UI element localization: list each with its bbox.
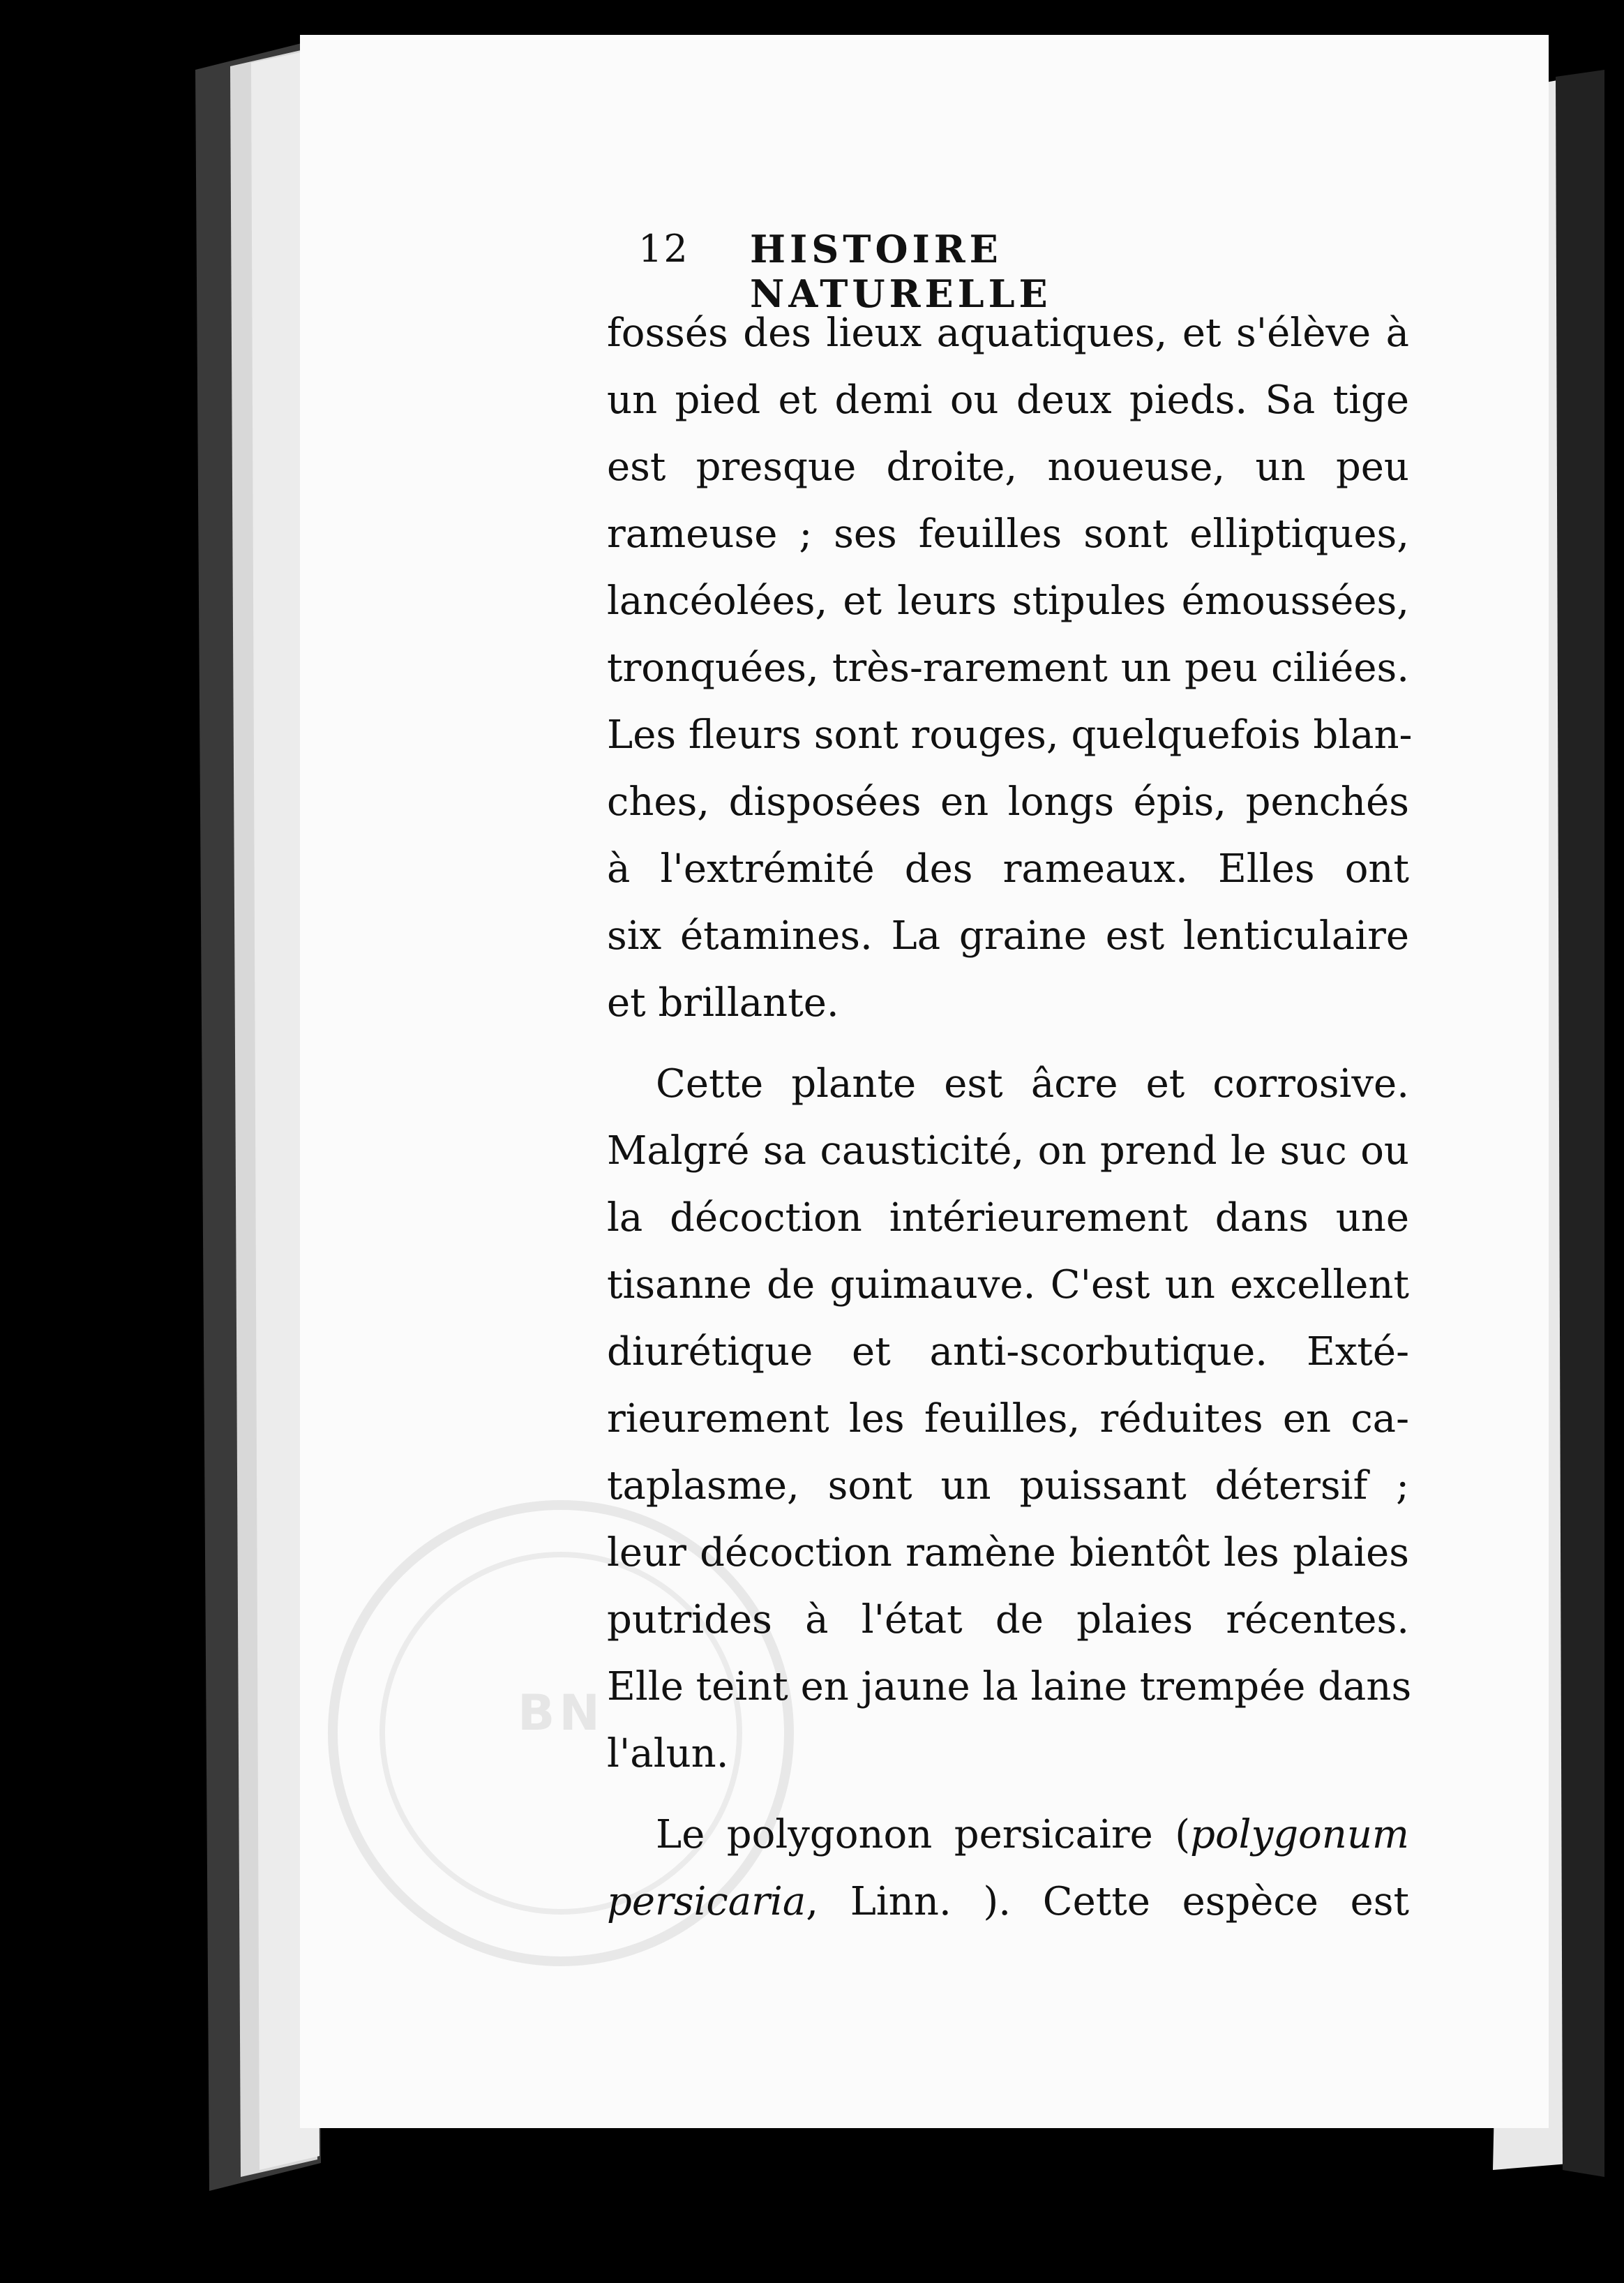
text-line: six étamines. La graine est lenticulaire [607, 913, 1409, 959]
text-line: à l'extrémité des rameaux. Elles ont [607, 846, 1409, 892]
text-line [607, 1802, 1409, 1869]
text-line: ches, disposées en longs épis, penchés [607, 779, 1409, 825]
text-line: est presque droite, noueuse, un peu [607, 444, 1409, 490]
paragraph-3 [607, 1802, 1409, 1936]
page-number: 12 [638, 227, 689, 271]
text-line: taplasme, sont un puissant détersif ; [607, 1463, 1409, 1509]
text-line: tisanne de guimauve. C'est un excellent [607, 1262, 1409, 1308]
text-fragment: , Linn. ). Cette espèce est [806, 1879, 1409, 1924]
text-line: Les fleurs sont rouges, quelquefois blan- [607, 712, 1413, 758]
text-line: tronquées, très-rarement un peu ciliées. [607, 645, 1409, 691]
text-line: putrides à l'état de plaies récentes. [607, 1597, 1409, 1642]
text-line: diurétique et anti-scorbutique. Exté- [607, 1329, 1409, 1375]
text-line: lancéolées, et leurs stipules émoussées, [607, 578, 1409, 624]
text-line [607, 1869, 1409, 1936]
paragraph-2 [607, 1051, 1412, 1788]
text-line: rieurement les feuilles, réduites en ca- [607, 1396, 1409, 1442]
body-text [607, 300, 1413, 1936]
text-line: l'alun. [607, 1731, 729, 1776]
text-line: fossés des lieux aquatiques, et s'élève à [607, 310, 1409, 356]
text-line: un pied et demi ou deux pieds. Sa tige [607, 377, 1409, 423]
text-line: et brillante. [607, 980, 839, 1026]
latin-name: polygonum [1190, 1812, 1409, 1857]
text-line: Cette plante est âcre et corrosive. [656, 1061, 1409, 1107]
text-line: rameuse ; ses feuilles sont elliptiques, [607, 511, 1409, 557]
page-header [638, 227, 1294, 316]
paragraph-1 [607, 300, 1413, 1037]
running-head: HISTOIRE NATURELLE [750, 227, 1052, 316]
stamp-lettering: BN [518, 1684, 604, 1742]
text-line: leur décoction ramène bientôt les plaies [607, 1530, 1409, 1575]
text-line: Elle teint en jaune la laine trempée dans [607, 1664, 1412, 1709]
latin-name: persicaria [607, 1879, 806, 1924]
text-line: la décoction intérieurement dans une [607, 1195, 1409, 1241]
text-line: Malgré sa causticité, on prend le suc ou [607, 1128, 1409, 1174]
text-fragment: Le polygonon persicaire ( [656, 1812, 1191, 1857]
